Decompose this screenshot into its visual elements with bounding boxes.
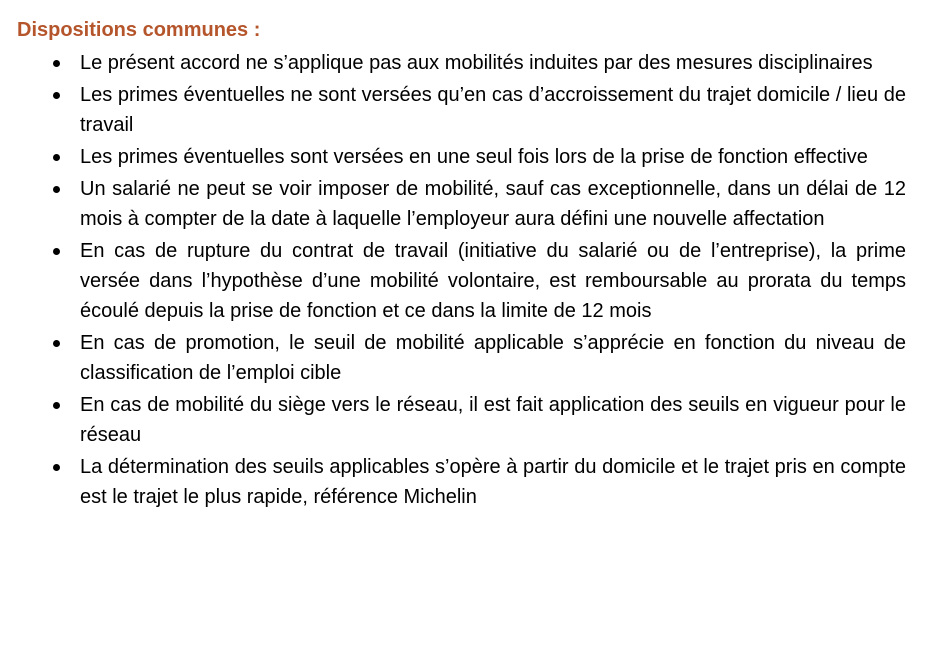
bullet-icon (53, 154, 60, 161)
list-item (0, 328, 906, 388)
list-item (0, 390, 906, 450)
list-item (0, 452, 906, 512)
list-item (0, 236, 906, 326)
list-item-text: En cas de rupture du contrat de travail (initiative du salarié ou de l’entreprise), la prime versée dans l’hypothèse d’une mobilité volontaire, est remboursable au prorata du temps écoulé depuis la prise de fonction et ce dans la limite de 12 mois (80, 240, 906, 322)
list-item-text: Les primes éventuelles sont versées en une seul fois lors de la prise de fonction effective (80, 146, 868, 168)
list-item (0, 142, 906, 172)
list-item-text: En cas de promotion, le seuil de mobilité applicable s’apprécie en fonction du niveau de classification de l’emploi cible (80, 332, 906, 384)
bullet-icon (53, 60, 60, 67)
list-item (0, 48, 906, 78)
bullet-icon (53, 340, 60, 347)
list-item (0, 80, 906, 140)
list-item-text: Un salarié ne peut se voir imposer de mobilité, sauf cas exceptionnelle, dans un délai de 12 mois à compter de la date à laquelle l’employeur aura défini une nouvelle affectation (80, 178, 906, 230)
list-item (0, 174, 906, 234)
list-item-text: La détermination des seuils applicables s’opère à partir du domicile et le trajet pris en compte est le trajet le plus rapide, référence Michelin (80, 456, 906, 508)
list-item-text: Les primes éventuelles ne sont versées qu’en cas d’accroissement du trajet domicile / lieu de travail (80, 84, 906, 136)
bullet-icon (53, 402, 60, 409)
bullet-icon (53, 248, 60, 255)
bullet-icon (53, 186, 60, 193)
bullet-icon (53, 464, 60, 471)
list-item-text: Le présent accord ne s’applique pas aux mobilités induites par des mesures disciplinaires (80, 52, 873, 74)
list-item-text: En cas de mobilité du siège vers le réseau, il est fait application des seuils en vigueur pour le réseau (80, 394, 906, 446)
section-heading: Dispositions communes : (17, 19, 261, 41)
bullet-icon (53, 92, 60, 99)
bullet-list (0, 48, 947, 514)
